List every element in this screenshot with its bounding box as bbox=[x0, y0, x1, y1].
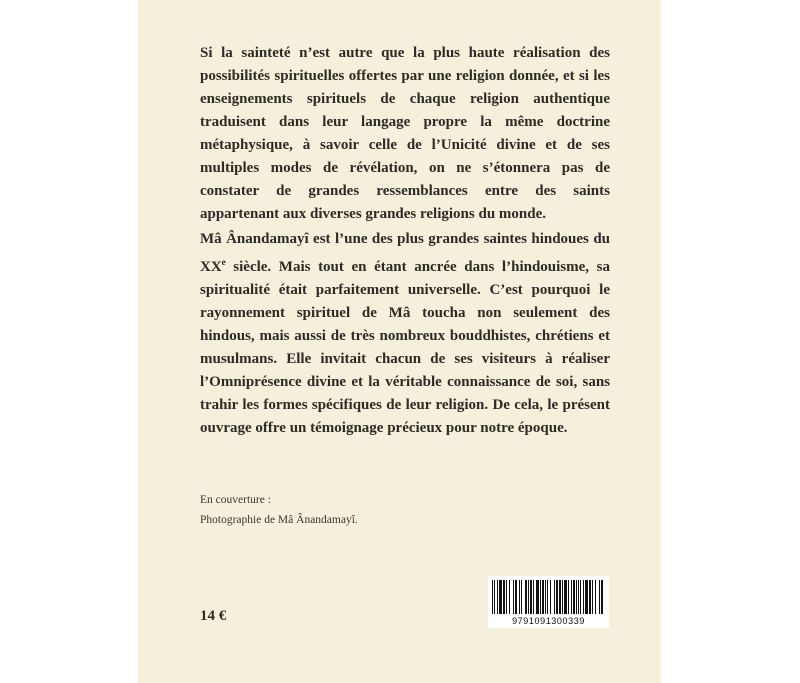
isbn-digits: 9791091300339 bbox=[512, 616, 585, 626]
blurb-paragraph-2-end: siècle. Mais tout en étant ancrée dans l’hindouisme, sa spiritualité était parfaitement universelle. C’est pourquoi le rayonnement spirituel de Mâ toucha non seulement des hindous, mais aussi de très nombreux bouddhistes, chrétiens et musulmans. Elle invitait chacun de ses visiteurs à réaliser l’Omniprésence divine et la véritable connaissance de soi, sans trahir les formes spécifiques de leur religion. De cela, le présent ouvrage offre un témoignage précieux pour notre époque. bbox=[200, 259, 610, 436]
blurb-paragraph-2-start: Mâ Ânandamayî est l’une des plus grandes saintes hindoues du XX bbox=[200, 231, 610, 275]
barcode-bars bbox=[492, 580, 605, 614]
barcode bbox=[488, 576, 609, 628]
credit-text: Photographie de Mâ Ânandamayî. bbox=[200, 514, 358, 526]
blurb-text bbox=[200, 42, 610, 440]
blurb-paragraph-1: Si la sainteté n’est autre que la plus haute réalisation des possibilités spirituelles offertes par une religion donnée, et si les enseignements spirituels de chaque religion authentique traduisent dans leur langage propre la même doctrine métaphysique, à savoir celle de l’Unicité divine et de ses multiples modes de révélation, on ne s’étonnera pas de constater de grandes ressemblances entre des saints appartenant aux diverses grandes religions du monde. bbox=[200, 45, 610, 222]
price: 14 € bbox=[200, 608, 227, 624]
cover-credit bbox=[200, 490, 358, 530]
century-superscript: e bbox=[221, 257, 226, 267]
back-cover bbox=[138, 0, 661, 683]
credit-label: En couverture : bbox=[200, 494, 271, 506]
blurb-paragraph-2 bbox=[200, 228, 610, 440]
